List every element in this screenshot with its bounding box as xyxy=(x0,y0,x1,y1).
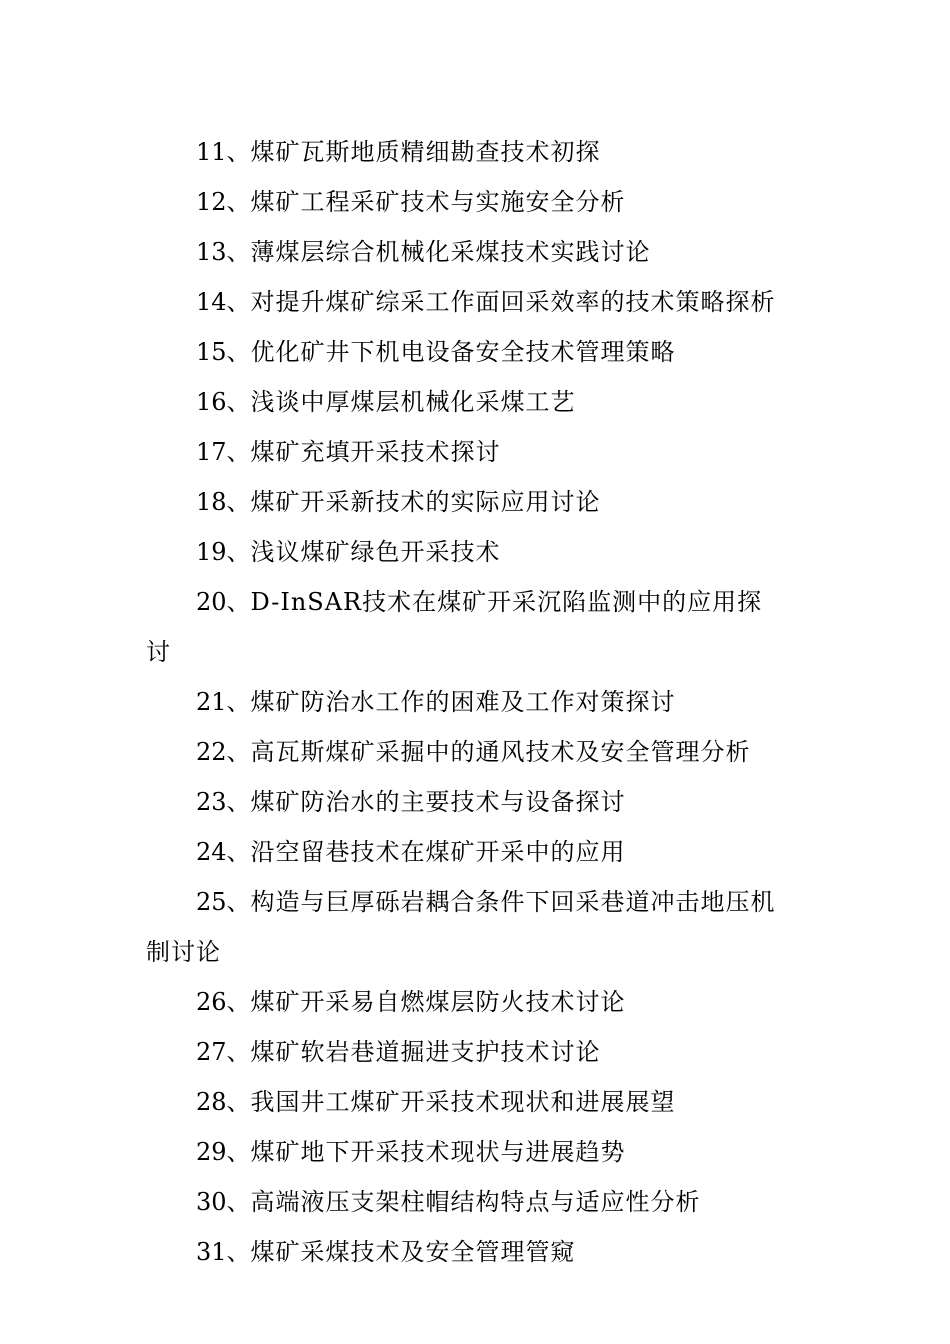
item-title: 浅议煤矿绿色开采技术 xyxy=(250,538,501,566)
item-number: 19、 xyxy=(196,538,251,566)
list-item xyxy=(146,777,786,827)
item-title: 薄煤层综合机械化采煤技术实践讨论 xyxy=(250,238,651,266)
item-number: 24、 xyxy=(196,838,251,866)
list-item xyxy=(146,227,786,277)
item-number: 22、 xyxy=(196,738,251,766)
list-item xyxy=(146,1127,786,1177)
item-number: 25、 xyxy=(196,888,251,916)
item-title: 高瓦斯煤矿采掘中的通风技术及安全管理分析 xyxy=(250,738,751,766)
list-item xyxy=(146,727,786,777)
item-title: 煤矿开采易自燃煤层防火技术讨论 xyxy=(250,988,626,1016)
item-number: 12、 xyxy=(196,188,251,216)
item-number: 13、 xyxy=(196,238,251,266)
item-title: 煤矿软岩巷道掘进支护技术讨论 xyxy=(250,1038,601,1066)
item-number: 23、 xyxy=(196,788,251,816)
list-item xyxy=(146,1227,786,1277)
item-title: 我国井工煤矿开采技术现状和进展展望 xyxy=(250,1088,676,1116)
item-number: 27、 xyxy=(196,1038,251,1066)
item-number: 20、 xyxy=(196,588,251,616)
item-title: 煤矿开采新技术的实际应用讨论 xyxy=(250,488,601,516)
list-item xyxy=(146,377,786,427)
list-item xyxy=(146,527,786,577)
item-title: 煤矿瓦斯地质精细勘查技术初探 xyxy=(250,138,601,166)
item-title: 构造与巨厚砾岩耦合条件下回采巷道冲击地压机制讨论 xyxy=(146,888,776,966)
list-item xyxy=(146,1027,786,1077)
list-item xyxy=(146,277,786,327)
list-item xyxy=(146,827,786,877)
item-title: 煤矿充填开采技术探讨 xyxy=(250,438,501,466)
list-item xyxy=(146,477,786,527)
item-title: 浅谈中厚煤层机械化采煤工艺 xyxy=(250,388,576,416)
item-title: 煤矿地下开采技术现状与进展趋势 xyxy=(250,1138,626,1166)
item-title: 沿空留巷技术在煤矿开采中的应用 xyxy=(250,838,626,866)
list-item xyxy=(146,327,786,377)
topic-list xyxy=(146,127,786,1277)
item-title: 对提升煤矿综采工作面回采效率的技术策略探析 xyxy=(250,288,776,316)
item-number: 16、 xyxy=(196,388,251,416)
list-item xyxy=(146,1177,786,1227)
item-title: 煤矿采煤技术及安全管理管窥 xyxy=(250,1238,576,1266)
item-number: 18、 xyxy=(196,488,251,516)
list-item xyxy=(146,677,786,727)
item-number: 17、 xyxy=(196,438,251,466)
item-number: 31、 xyxy=(196,1238,251,1266)
list-item xyxy=(146,977,786,1027)
item-number: 30、 xyxy=(196,1188,251,1216)
item-number: 11、 xyxy=(196,138,251,166)
item-title: D-InSAR技术在煤矿开采沉陷监测中的应用探讨 xyxy=(146,588,763,666)
item-number: 29、 xyxy=(196,1138,251,1166)
item-number: 28、 xyxy=(196,1088,251,1116)
item-number: 26、 xyxy=(196,988,251,1016)
item-title: 高端液压支架柱帽结构特点与适应性分析 xyxy=(250,1188,701,1216)
list-item xyxy=(146,177,786,227)
item-number: 15、 xyxy=(196,338,251,366)
item-number: 21、 xyxy=(196,688,251,716)
list-item xyxy=(146,427,786,477)
item-number: 14、 xyxy=(196,288,251,316)
list-item xyxy=(146,877,786,977)
item-title: 煤矿防治水工作的困难及工作对策探讨 xyxy=(250,688,676,716)
list-item xyxy=(146,1077,786,1127)
item-title: 煤矿工程采矿技术与实施安全分析 xyxy=(250,188,626,216)
list-item xyxy=(146,127,786,177)
list-item xyxy=(146,577,786,677)
item-title: 优化矿井下机电设备安全技术管理策略 xyxy=(250,338,676,366)
item-title: 煤矿防治水的主要技术与设备探讨 xyxy=(250,788,626,816)
